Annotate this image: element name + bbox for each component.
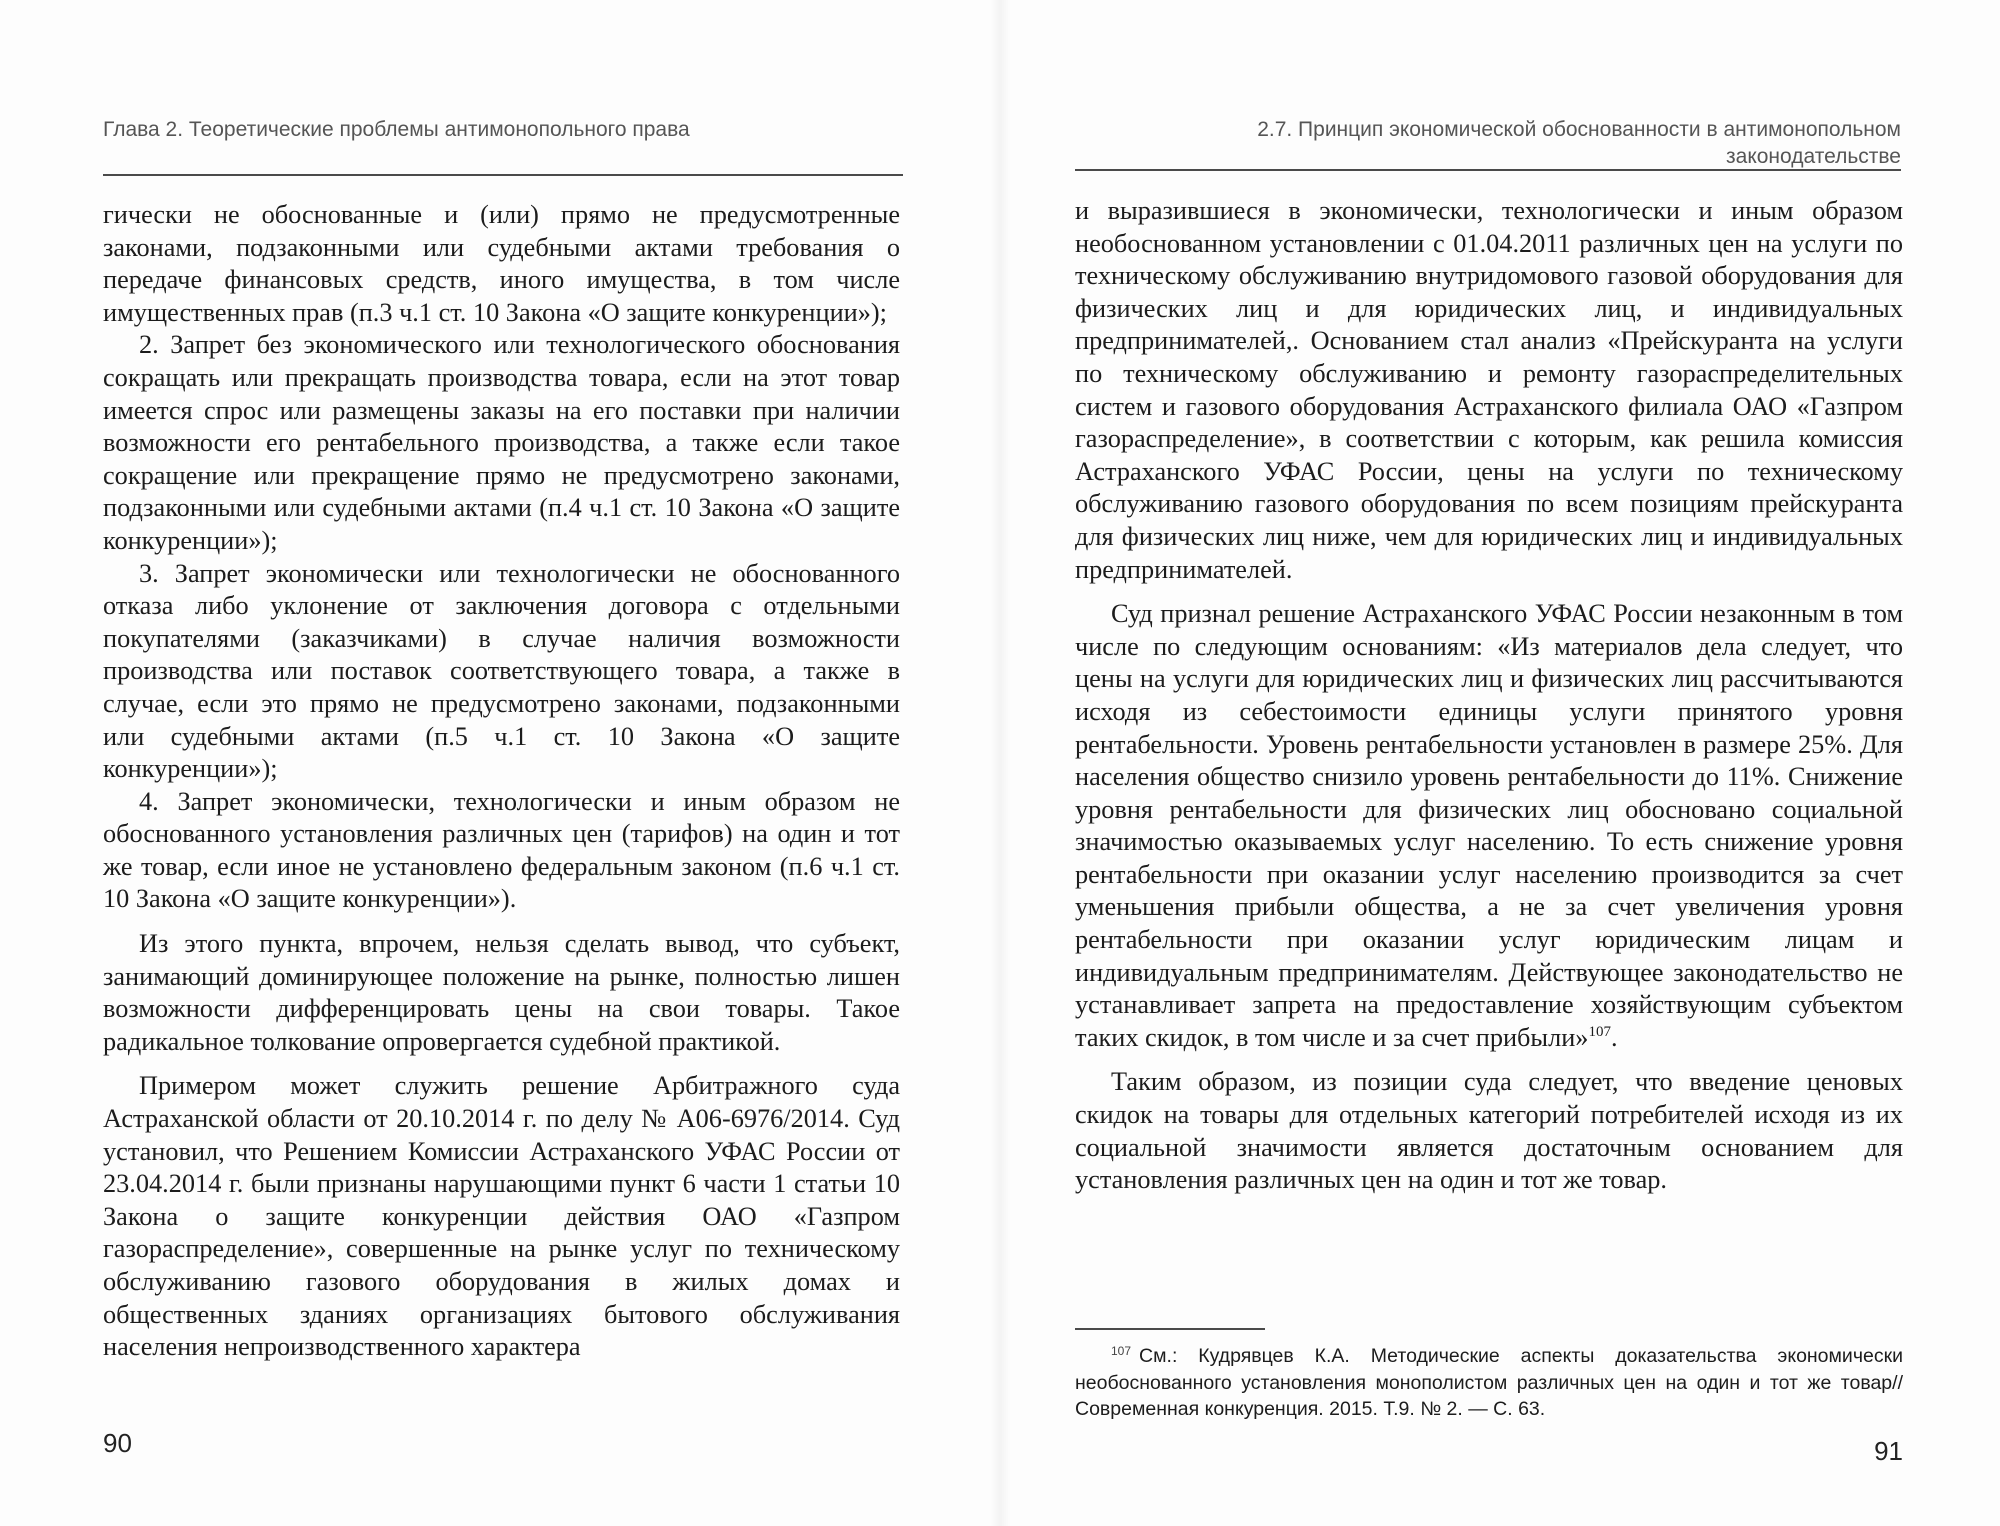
running-header-left: Глава 2. Теоретические проблемы антимонопольного права xyxy=(103,118,690,141)
header-rule-right xyxy=(1075,169,1901,171)
header-rule-left xyxy=(103,174,903,176)
paragraph: и выразившиеся в экономически, технологически и иным образом необоснованном установлении с 01.04.2011 различных цен на услуги по техническому обслуживанию внутридомового газовой оборудования для физических лиц и для юридических лиц, и индивидуальных предпринимателей,. Основанием стал анализ «Прейскуранта на услуги по техническому обслуживанию и ремонту газораспределительных систем и газового оборудования Астраханского филиала ОАО «Газпром газораспределение», в соответствии с которым, как решила комиссия Астраханского УФАС России, цены на услуги по техническому обслуживанию газового оборудования по всем позициям прейскуранта для физических лиц ниже, чем для юридических лиц и индивидуальных предпринимателей. xyxy=(1075,196,1903,584)
left-page-body xyxy=(103,199,900,1364)
footnote-number: 107 xyxy=(1111,1343,1132,1358)
footnote-reference: 107 xyxy=(1588,1024,1611,1041)
paragraph: Таким образом, из позиции суда следует, что введение ценовых скидок на товары для отдельных категорий потребителей исходя из их социальной значимости является достаточным основанием для установления различных цен на один и тот же товар. xyxy=(1075,1067,1903,1195)
paragraph-text: Суд признал решение Астраханского УФАС России незаконным в том числе по следующим основаниям: «Из материалов дела следует, что цены на услуги для юридических лиц и физических лиц рассчитываются исходя из себестоимости единицы услуги принятого уровня рентабельности. Уровень рентабельности установлен в размере 25%. Для населения общество снизило уровень рентабельности до 11%. Снижение уровня рентабельности для физических лиц обосновано социальной значимостью оказываемых услуг населению. То есть снижение уровня рентабельности при оказании услуг населению производится за счет уменьшения прибыли общества, а не за счет увеличения уровня рентабельности при оказании услуг юридическим лицам и индивидуальным предпринимателям. Действующее законодательство не устанавливает запрета на предоставление хозяйствующим субъектом таких скидок, в том числе и за счет прибыли» xyxy=(1075,599,1903,1052)
paragraph: Примером может служить решение Арбитражного суда Астраханской области от 20.10.2014 г. по делу № А06-6976/2014. Суд установил, что Решением Комиссии Астраханского УФАС России от 23.04.2014 г. были признаны нарушающими пункт 6 части 1 статьи 10 Закона о защите конкуренции действия ОАО «Газпром газораспределение», совершенные на рынке услуг по техническому обслуживанию газового оборудования в жилых домах и общественных зданиях организациях бытового обслуживания населения непроизводственного характера xyxy=(103,1071,900,1362)
footnote-text: См.: Кудрявцев К.А. Методические аспекты доказательства экономически необоснованного установления монополистом различных цен на один и тот же товар//Современная конкуренция. 2015. Т.9. № 2. — С. 63. xyxy=(1075,1345,1903,1420)
page-number-right: 91 xyxy=(1874,1436,1903,1466)
page-number-left: 90 xyxy=(103,1428,132,1458)
right-page-body xyxy=(1075,195,1903,1197)
paragraph: 3. Запрет экономически или технологически не обоснованного отказа либо уклонение от заключения договора с отдельными покупателями (заказчиками) в случае наличия возможности производства или поставок соответствующего товара, а также в случае, если это прямо не предусмотрено законами, подзаконными или судебными актами (п.5 ч.1 ст. 10 Закона «О защите конкуренции»); xyxy=(103,558,900,784)
paragraph: 2. Запрет без экономического или технологического обоснования сокращать или прекращать производства товара, если на этот товар имеется спрос или размещены заказы на его поставки при наличии возможности его рентабельного производства, а также если такое сокращение или прекращение прямо не предусмотрено законами, подзаконными или судебными актами (п.4 ч.1 ст. 10 Закона «О защите конкуренции»); xyxy=(103,330,900,555)
paragraph: Из этого пункта, впрочем, нельзя сделать вывод, что субъект, занимающий доминирующее положение на рынке, полностью лишен возможности дифференцировать цены на свои товары. Такое радикальное толкование опровергается судебной практикой. xyxy=(103,929,900,1056)
right-page xyxy=(1000,0,2000,1526)
footnote xyxy=(1075,1343,1903,1423)
footnote-rule xyxy=(1075,1328,1265,1330)
paragraph: 4. Запрет экономически, технологически и иным образом не обоснованного установления различных цен (тарифов) на один и тот же товар, если иное не установлено федеральным законом (п.6 ч.1 ст. 10 Закона «О защите конкуренции»). xyxy=(103,786,900,914)
paragraph: гически не обоснованные и (или) прямо не предусмотренные законами, подзаконными или судебными актами требования о передаче финансовых средств, иного имущества, в том числе имущественных прав (п.3 ч.1 ст. 10 Закона «О защите конкуренции»); xyxy=(103,200,900,327)
running-header-right: 2.7. Принцип экономической обоснованности в антимонопольном законодательстве xyxy=(1257,118,1901,168)
paragraph: Суд признал решение Астраханского УФАС России незаконным в том числе по следующим основаниям: «Из материалов дела следует, что цены на услуги для юридических лиц и физических лиц рассчитываются исходя из себестоимости единицы услуги принятого уровня рентабельности. Уровень рентабельности установлен в размере 25%. Для населения общество снизило уровень рентабельности до 11%. Снижение уровня рентабельности для физических лиц обосновано социальной значимостью оказываемых услуг населению. То есть снижение уровня рентабельности при оказании услуг населению производится за счет уменьшения прибыли общества, а не за счет увеличения уровня рентабельности при оказании услуг юридическим лицам и индивидуальным предпринимателям. Действующее законодательство не устанавливает запрета на предоставление хозяйствующим субъектом таких скидок, в том числе и за счет прибыли»$^{107}$. xyxy=(1075,599,1903,1052)
